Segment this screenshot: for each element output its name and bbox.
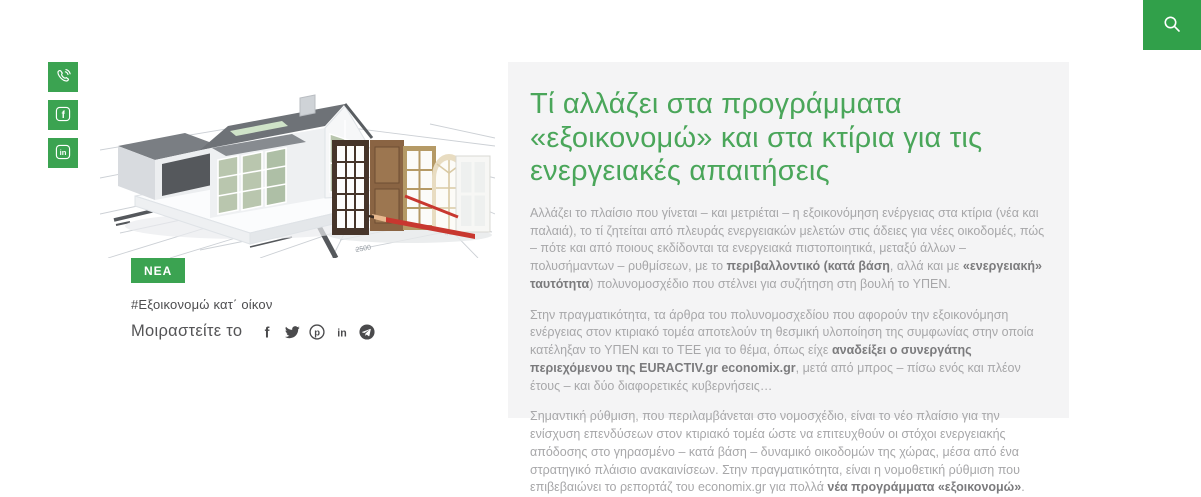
paragraph-text: . <box>1021 480 1025 495</box>
category-badge-nea[interactable]: ΝΕΑ <box>131 258 185 283</box>
svg-text:f: f <box>264 324 270 341</box>
share-linkedin-icon[interactable] <box>333 323 351 341</box>
share-telegram-icon[interactable] <box>358 323 376 341</box>
emphasis-text: περιβαλλοντικό (κατά βάση <box>726 259 890 274</box>
article-body <box>530 205 1049 497</box>
svg-text:f: f <box>61 109 65 121</box>
svg-text:in: in <box>337 327 348 339</box>
svg-text:in: in <box>59 147 67 157</box>
viber-phone-icon <box>54 67 72 88</box>
facebook-icon <box>54 105 72 126</box>
emphasis-text: «ενεργειακή» ταυτότητα <box>530 259 1043 291</box>
paragraph-text: , αλλά και με <box>889 259 963 274</box>
paragraph-text: Στην πραγματικότητα, τα άρθρα του πολυνομοσχεδίου που αφορούν την εξοικονόμηση ενέργειας στον κτιριακό τομέα αποτελούν τη θεσμική υλοποίηση της συμφωνίας στην οποία κατέληξαν το ΥΠΕΝ και το ΤΕΕ για το θέμα, όπως είχε <box>530 307 1034 358</box>
article-title: Τί αλλάζει στα προγράμματα «εξοικονομώ» και στα κτίρια για τις ενεργειακές απαιτήσεις <box>530 88 983 188</box>
svg-text:p: p <box>314 327 321 339</box>
article-paragraph-3 <box>530 408 1049 497</box>
social-sidebar <box>48 62 78 168</box>
share-label: Μοιραστείτε το <box>131 322 243 340</box>
share-twitter-icon[interactable] <box>283 323 301 341</box>
linkedin-icon <box>54 143 72 164</box>
sidebar-viber-button[interactable] <box>48 62 78 92</box>
article-paragraph-2 <box>530 307 1049 396</box>
article-image <box>100 28 495 258</box>
article-paragraph-1 <box>530 205 1049 294</box>
paragraph-text: ) πολυνομοσχέδιο που στέλνει για συζήτηση στη βουλή το ΥΠΕΝ. <box>589 276 951 291</box>
inline-link-euractiv-economix[interactable]: αναδείξει ο συνεργάτης περιεχόμενου της EURACTIV.gr economix.gr <box>530 343 972 375</box>
sidebar-linkedin-button[interactable] <box>48 138 78 168</box>
search-button[interactable] <box>1143 0 1201 50</box>
article-panel <box>508 62 1069 495</box>
share-icons <box>258 323 376 341</box>
blueprint-dimension-label: 2500 <box>355 244 372 254</box>
share-facebook-icon[interactable] <box>258 323 276 341</box>
article-hashtag[interactable]: #Εξοικονομώ κατ΄ οίκον <box>131 297 273 312</box>
share-row <box>131 322 376 341</box>
paragraph-text: Αλλάζει το πλαίσιο που γίνεται – και μετριέται – η εξοικονόμηση ενέργειας στα κτίρια (νέα και παλαιά), το τί ζητείται από πλευράς ενεργειακών μελετών στις άδειες για νέες οικοδομές, πώς – πότε και από ποιους εκδίδονται τα ενεργειακά πιστοποιητικά, μεταξύ άλλων – πολυσήμαντων – ρυθμίσεων, με το <box>530 205 1045 274</box>
sidebar-facebook-button[interactable] <box>48 100 78 130</box>
paragraph-text: , μετά από μπρος – πίσω ενός και πλέον έτους – και δύο διαφορετικές κυβερνήσεις… <box>530 360 1021 393</box>
paragraph-text: Σημαντική ρύθμιση, που περιλαμβάνεται στο νομοσχέδιο, είναι το νέο πλαίσιο για την ενίσχυση επενδύσεων στον κτιριακό τομέα ώστε να επιτευχθούν οι στόχοι ενεργειακής απόδοσης στο γηρασμένο – κατά βάση – δυναμικό οικοδομών της χώρας, μέσα από ένα στρατηγικό πλάισιο ανακαινίσεων. Στην πραγματικότητα, είναι η νομοθετική ρύθμιση που επιβεβαιώνει το ρεπορτάζ του economix.gr για πολλά <box>530 409 1020 495</box>
search-icon <box>1162 14 1182 37</box>
inline-link-exoikonomo-programs[interactable]: νέα προγράμματα «εξοικονομώ» <box>827 480 1022 495</box>
share-pinterest-icon[interactable] <box>308 323 326 341</box>
